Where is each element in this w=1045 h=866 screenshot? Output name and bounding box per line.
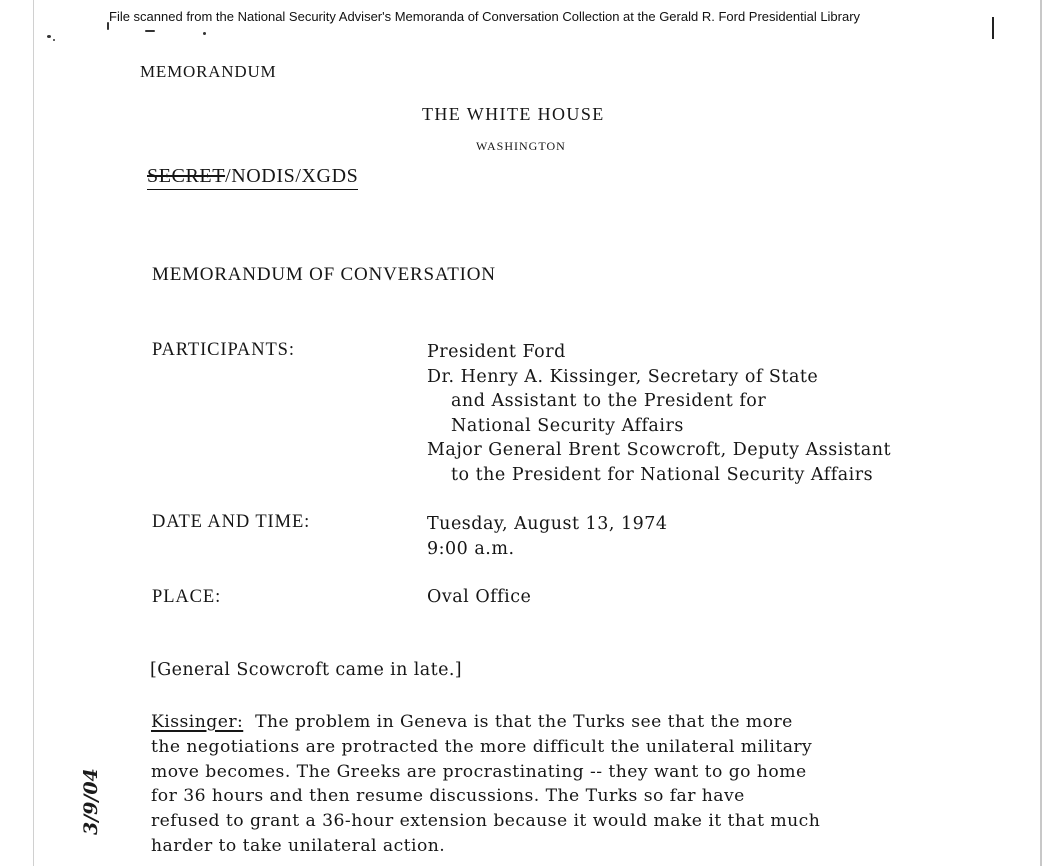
classification-struck: SECRET [147, 165, 226, 187]
participant-line: Major General Brent Scowcroft, Deputy Assistant [427, 440, 892, 460]
dialogue-line: the negotiations are protracted the more difficult the unilateral military [151, 736, 813, 757]
participant-line: National Security Affairs [451, 415, 684, 436]
date-time-values [427, 512, 668, 561]
meeting-date: Tuesday, August 13, 1974 [427, 514, 668, 534]
dialogue-line: harder to take unilateral action. [151, 835, 446, 856]
bracketed-note: [General Scowcroft came in late.] [150, 660, 463, 680]
scan-speck [145, 30, 155, 32]
participant-line: Dr. Henry A. Kissinger, Secretary of State [427, 366, 819, 387]
dialogue-line: refused to grant a 36-hour extension because it would make it that much [151, 811, 821, 832]
participant-line: President Ford [427, 342, 566, 362]
meeting-time: 9:00 a.m. [427, 538, 515, 559]
participants-list [427, 340, 891, 487]
classification-remaining: /NODIS/XGDS [225, 165, 359, 187]
dialogue-line: for 36 hours and then resume discussions. The Turks so far have [151, 786, 745, 807]
dialogue-paragraph [151, 710, 1031, 859]
place-value: Oval Office [427, 587, 532, 607]
document-title: MEMORANDUM OF CONVERSATION [152, 264, 496, 285]
scan-speck [107, 22, 109, 30]
scan-left-edge [33, 0, 34, 866]
memorandum-heading: MEMORANDUM [140, 62, 277, 81]
scan-speck [47, 35, 51, 38]
place-label: PLACE: [152, 587, 222, 607]
dialogue-line [151, 710, 1031, 735]
margin-tick-mark [992, 17, 994, 39]
classification-marking [147, 164, 358, 190]
participant-line: to the President for National Security Affairs [451, 464, 874, 485]
participants-label: PARTICIPANTS: [152, 340, 295, 360]
scan-right-edge [1040, 0, 1042, 866]
date-time-label: DATE AND TIME: [152, 512, 311, 532]
dialogue-text: The problem in Geneva is that the Turks see that the more [255, 712, 793, 732]
speaker-name: Kissinger: [151, 712, 244, 732]
handwritten-margin-date: 3/9/04 [80, 768, 102, 835]
dialogue-line: move becomes. The Greeks are procrastinating -- they want to go home [151, 761, 807, 782]
letterhead-institution: THE WHITE HOUSE [422, 104, 605, 124]
scan-source-note: File scanned from the National Security Adviser's Memoranda of Conversation Collection at the Gerald R. Ford Presidential Library [109, 9, 861, 24]
scan-speck [203, 32, 206, 35]
letterhead-city: WASHINGTON [476, 139, 566, 153]
participant-line: and Assistant to the President for [451, 391, 767, 411]
scan-speck [53, 39, 55, 41]
